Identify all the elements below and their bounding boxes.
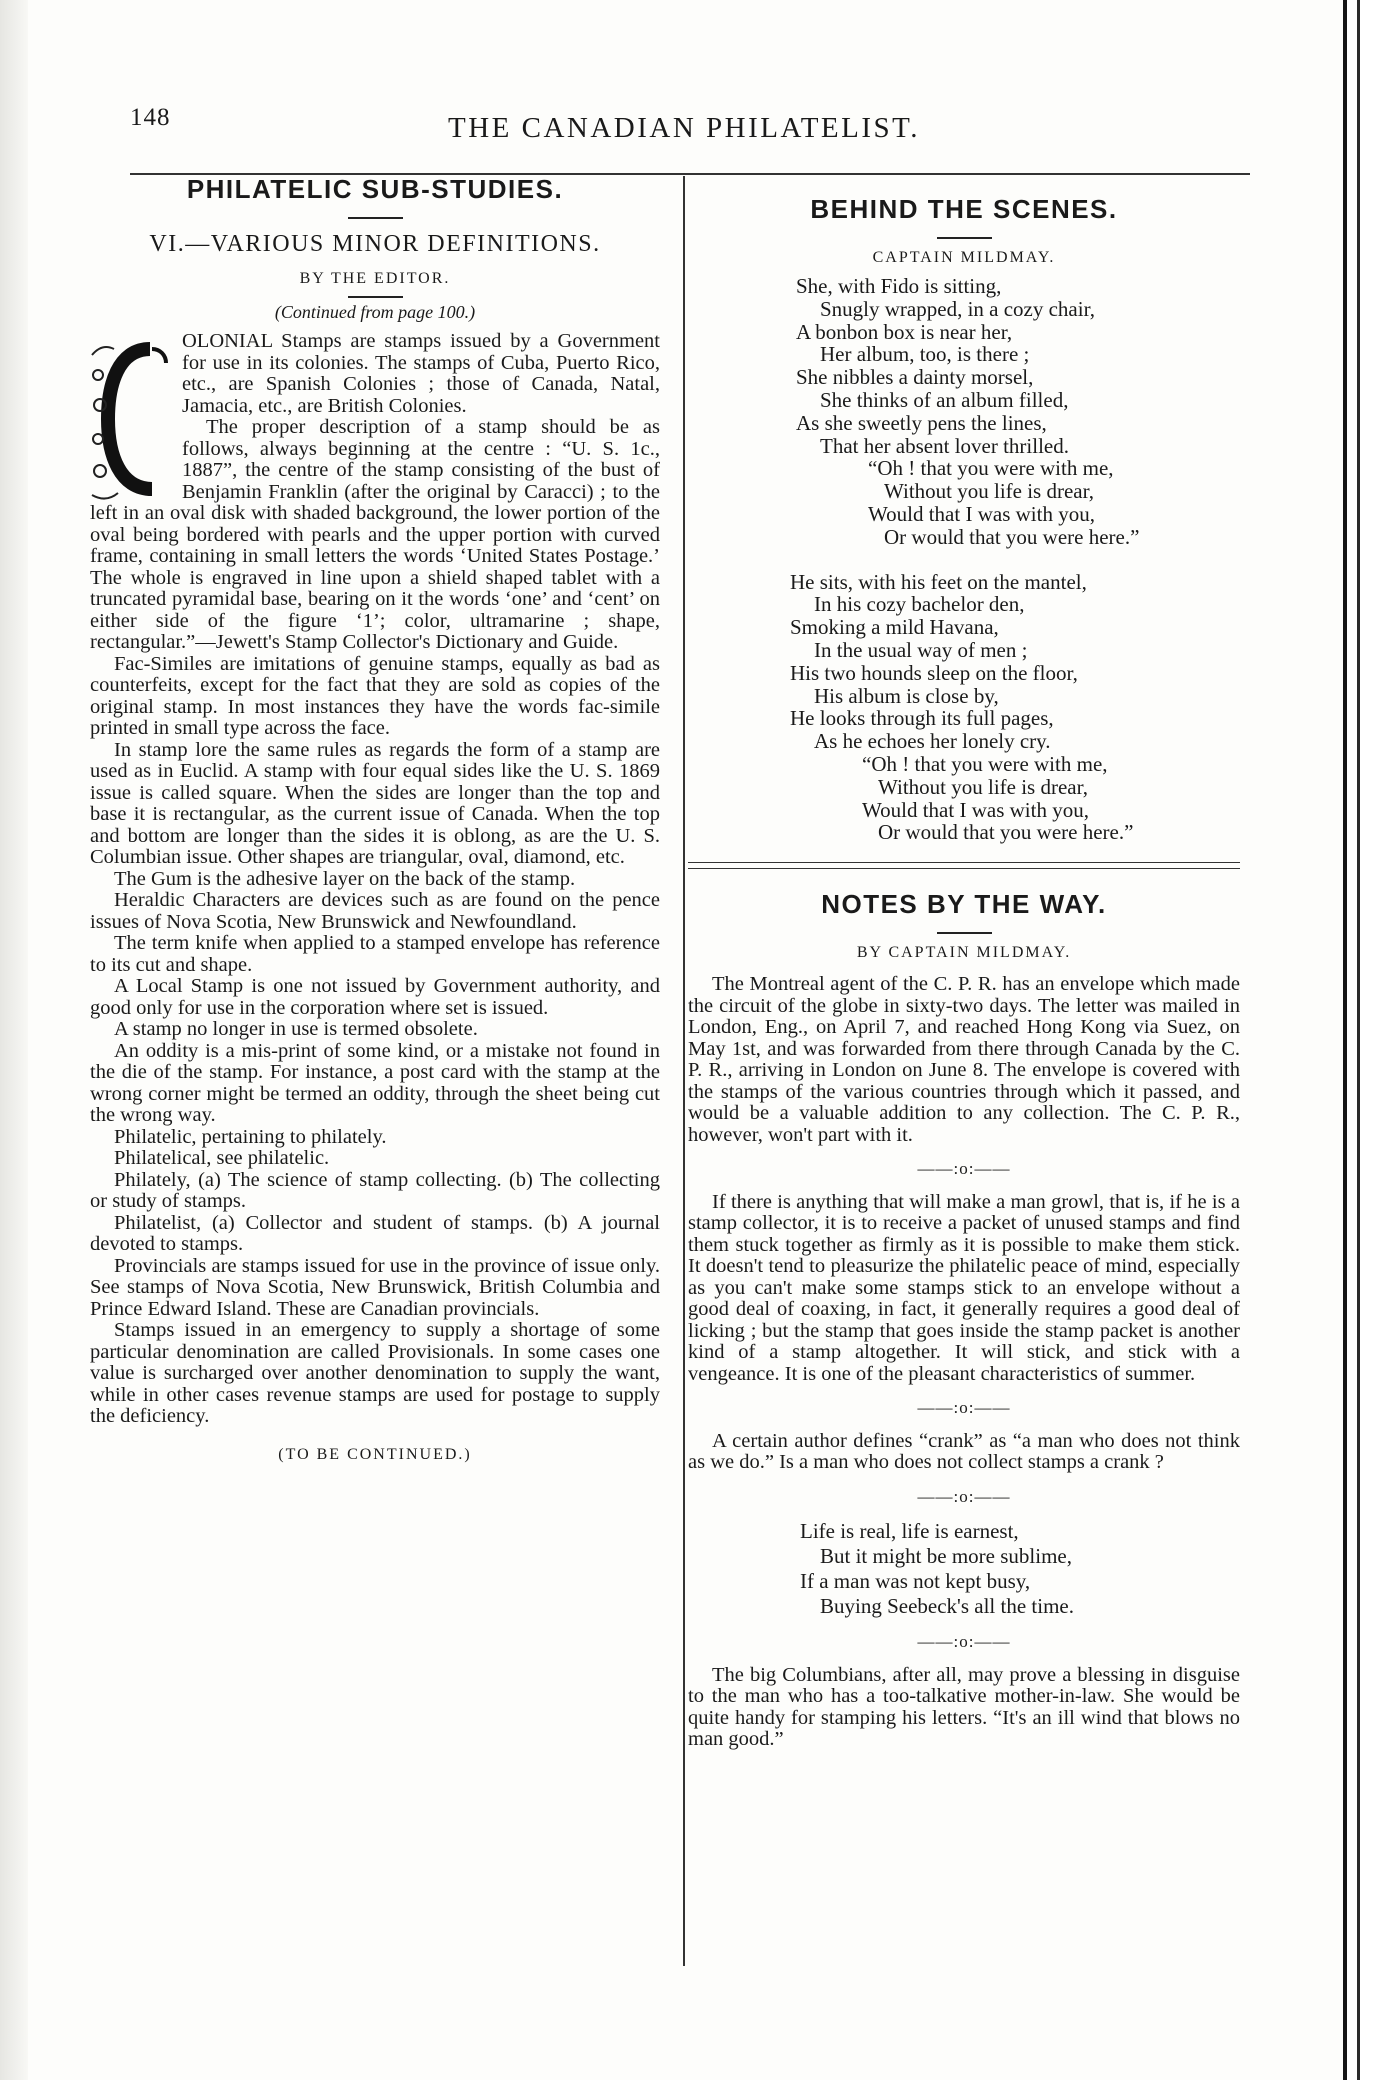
verse-line: If a man was not kept busy, (800, 1569, 1031, 1594)
poem-line: Snugly wrapped, in a cozy chair, (820, 296, 1095, 321)
poem-line: “Oh ! that you were with me, (868, 456, 1114, 481)
notes-byline: BY CAPTAIN MILDMAY. (856, 944, 1072, 962)
separator: ——:o:—— (917, 1398, 1011, 1418)
poem-stanza-1 (796, 275, 1240, 549)
poem-line: Without you life is drear, (884, 479, 1095, 504)
ornamental-c-initial-icon (90, 335, 172, 503)
paragraph: Philately, (a) The science of stamp collecting. (b) The collecting or study of stamps. (90, 1168, 660, 1212)
poem-line: As he echoes her lonely cry. (814, 729, 1051, 754)
paragraph: Philatelic, pertaining to philately. (114, 1125, 387, 1148)
paragraph: In stamp lore the same rules as regards the form of a stamp are used as in Euclid. A stamp with four equal sides like the U. S. 1869 issue is called square. When the sides are longer than the top and base it is rectangular, as the current issue of Canada. When the top and bottom are longer than the sides it is oblong, as are the U. S. Columbian issue. Other shapes are triangular, oval, diamond, etc. (90, 738, 660, 868)
paragraph: The proper description of a stamp should be as follows, always beginning at the centre : “U. S. 1c., 1887”, the centre of the stamp consisting of the bust of Benjamin Franklin (after the original by Caracci) ; to the left in an oval disk with shaded background, the lower portion of the oval being bordered with pearls and the upper portion with curved frame, containing in small letters the words ‘United States Postage.’ The whole is engraved in line upon a shield shaped tablet with a truncated pyramidal base, bearing on it the words ‘one’ and ‘cent’ on either side of the figure ‘1’; color, ultramarine ; shape, rectangular.”—Jewett's Stamp Collector's Dictionary and Guide. (90, 416, 660, 653)
scan-right-edge (1343, 0, 1400, 2080)
article-title: PHILATELIC SUB-STUDIES. (186, 174, 564, 204)
poem-line: Or would that you were here.” (878, 820, 1134, 845)
article-subtitle: VI.—VARIOUS MINOR DEFINITIONS. (149, 231, 601, 257)
poem-line: She thinks of an album filled, (820, 387, 1069, 412)
poem-line: His two hounds sleep on the floor, (790, 660, 1078, 685)
verse-line: Life is real, life is earnest, (800, 1519, 1019, 1544)
paragraph: The Gum is the adhesive layer on the back of the stamp. (114, 867, 576, 890)
poem-line: Would that I was with you, (868, 501, 1095, 526)
notes-title: NOTES BY THE WAY. (821, 889, 1107, 920)
byline-rule (348, 296, 403, 298)
paragraph: The big Columbians, after all, may prove a blessing in disguise to the man who has a too-talkative mother-in-law. She would be quite handy for stamping his letters. “It's an ill wind that blows no man good.” (688, 1663, 1240, 1751)
notes-title-rule (937, 932, 992, 934)
poem-byline: CAPTAIN MILDMAY. (872, 249, 1056, 266)
paragraph: Philatelist, (a) Collector and student of stamps. (b) A journal devoted to stamps. (90, 1211, 660, 1255)
verse-line: But it might be more sublime, (820, 1544, 1072, 1569)
paragraph: Philatelical, see philatelic. (114, 1147, 330, 1169)
paragraph: Fac-Similes are imitations of genuine stamps, equally as bad as counterfeits, except for the fact that they are sold as copies of the original stamp. In most instances they have the words fac-simile printed in small type across the face. (90, 652, 660, 739)
article-byline: BY THE EDITOR. (299, 270, 451, 287)
paragraph: OLONIAL Stamps are stamps issued by a Government for use in its colonies. The stamps of Cuba, Puerto Rico, etc., are Spanish Colonies ; those of Canada, Natal, Jamacia, etc., are British Colonies. (182, 330, 660, 417)
paragraph: An oddity is a mis-print of some kind, or a mistake not found in the die of the stamp. For instance, a post card with the stamp at the wrong corner might be termed an oddity, through the sheet being cut the wrong way. (90, 1039, 660, 1126)
section-double-rule (688, 862, 1240, 869)
notes-body (688, 974, 1240, 1507)
notes-body-end (688, 1631, 1240, 1751)
column-divider (683, 176, 685, 1966)
journal-title: THE CANADIAN PHILATELIST. (448, 112, 920, 144)
poem-line: She nibbles a dainty morsel, (796, 365, 1034, 390)
poem-title: BEHIND THE SCENES. (810, 194, 1118, 224)
paragraph: Heraldic Characters are devices such as are found on the pence issues of Nova Scotia, New Brunswick and Newfoundland. (90, 889, 660, 933)
paragraph: A certain author defines “crank” as “a man who does not think as we do.” Is a man who does not collect stamps a crank ? (688, 1429, 1240, 1474)
verse-line: Buying Seebeck's all the time. (820, 1594, 1074, 1619)
poem-line: Her album, too, is there ; (820, 342, 1030, 367)
poem-line: Or would that you were here.” (884, 524, 1140, 549)
poem-line: In his cozy bachelor den, (814, 592, 1025, 617)
poem-line: He looks through its full pages, (790, 706, 1054, 731)
to-be-continued: (TO BE CONTINUED.) (278, 1445, 472, 1463)
right-column (688, 168, 1240, 1751)
left-column (90, 168, 660, 1464)
separator: ——:o:—— (917, 1159, 1011, 1179)
poem-title-rule (937, 237, 992, 239)
paragraph: The Montreal agent of the C. P. R. has an envelope which made the circuit of the globe in sixty-two days. The letter was mailed in London, Eng., on April 7, and reached Hong Kong via Suez, on May 1st, and was forwarded from there through Canada by the C. P. R., arriving in London on June 8. The envelope is covered with the stamps of the various countries through which it passed, and would be a valuable addition to any collection. The C. P. R., however, won't part with it. (688, 973, 1240, 1146)
poem-line: In the usual way of men ; (814, 637, 1028, 662)
first-paragraph (90, 331, 660, 417)
poem-line: Would that I was with you, (862, 797, 1089, 822)
scan-left-edge (0, 0, 28, 2080)
paragraph: A stamp no longer in use is termed obsolete. (114, 1018, 478, 1040)
poem-line: She, with Fido is sitting, (796, 274, 1002, 298)
poem-stanza-2 (790, 571, 1240, 845)
poem-line: Smoking a mild Havana, (790, 615, 999, 640)
poem-line: He sits, with his feet on the mantel, (790, 569, 1087, 594)
poem-line: That her absent lover thrilled. (820, 433, 1069, 458)
notes-verse (800, 1519, 1240, 1619)
poem-line: His album is close by, (814, 683, 999, 708)
poem-line: “Oh ! that you were with me, (862, 751, 1108, 776)
poem-line: Without you life is drear, (878, 774, 1089, 799)
separator: ——:o:—— (917, 1486, 1011, 1506)
title-rule (348, 217, 403, 219)
paragraph: Stamps issued in an emergency to supply a shortage of some particular denomination are called Provisionals. In some cases one value is surcharged over another denomination to supply the want, while in other cases revenue stamps are used for postage to supply the deficiency. (90, 1319, 660, 1427)
paragraph: Provincials are stamps issued for use in the province of issue only. See stamps of Nova Scotia, New Brunswick, British Columbia and Prince Edward Island. These are Canadian provincials. (90, 1254, 660, 1320)
article-body (90, 331, 660, 1428)
poem-line: As she sweetly pens the lines, (796, 410, 1047, 435)
paragraph: A Local Stamp is one not issued by Government authority, and good only for use in the corporation where set is issued. (90, 975, 660, 1019)
poem-line: A bonbon box is near her, (796, 319, 1013, 344)
paragraph: If there is anything that will make a man growl, that is, if he is a stamp collector, it is to receive a packet of unused stamps and find them stuck together as firmly as it is possible to make them stick. It doesn't tend to pleasurize the philatelic peace of mind, especially as you can't make some stamps stick to an envelope without a good deal of coaxing, in fact, it generally requires a good deal of licking ; but the stamp that goes inside the stamp packet is another kind of a stamp altogether. It will stick, and stick with a vengeance. It is one of the pleasant characteristics of summer. (688, 1190, 1240, 1385)
continued-note: (Continued from page 100.) (274, 302, 476, 322)
paragraph: The term knife when applied to a stamped envelope has reference to its cut and shape. (90, 932, 660, 976)
page-header (130, 104, 1250, 148)
page-number: 148 (130, 104, 171, 131)
separator: ——:o:—— (917, 1632, 1011, 1652)
